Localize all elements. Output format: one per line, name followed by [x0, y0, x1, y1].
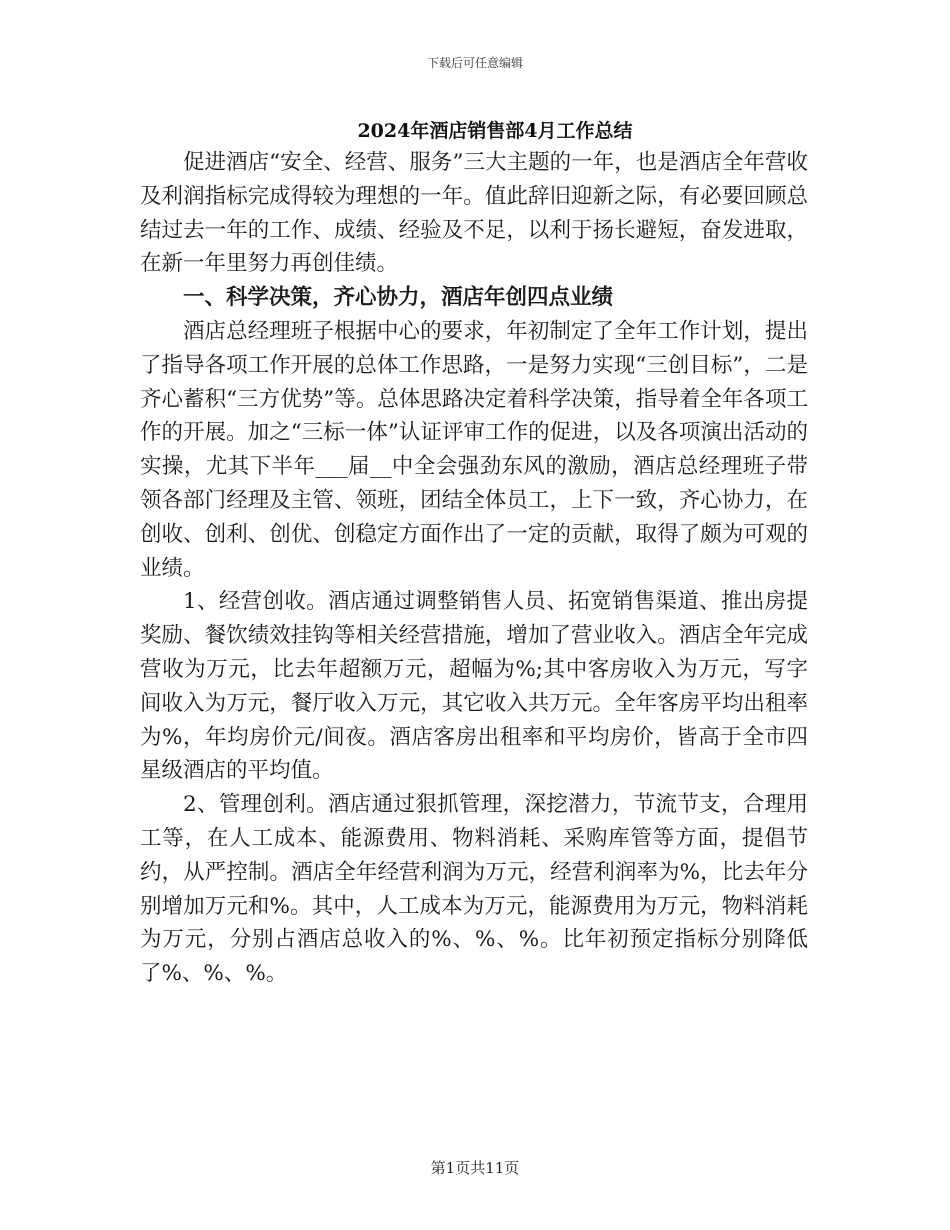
body-paragraph: 1、经营创收。酒店通过调整销售人员、拓宽销售渠道、推出房提奖励、餐饮绩效挂钩等相关经营措施，增加了营业收入。酒店全年完成营收为万元，比去年超额万元，超幅为%;其中客房收入为万元，写字间收入为万元，餐厅收入万元，其它收入共万元。全年客房平均出租率为%，年均房价元/间夜。酒店客房出租率和平均房价，皆高于全市四星级酒店的平均值。: [140, 589, 808, 784]
page-footer: 第1页共11页: [430, 1159, 520, 1177]
section-heading: 一、科学决策，齐心协力，酒店年创四点业绩: [183, 285, 614, 311]
body-paragraph: 2、管理创利。酒店通过狠抓管理，深挖潜力，节流节支，合理用工等，在人工成本、能源费用、物料消耗、采购库管等方面，提倡节约，从严控制。酒店全年经营利润为万元，经营利润率为%，比去年分别增加万元和%。其中，人工成本为万元，能源费用为万元，物料消耗为万元，分别占酒店总收入的%、%、%。比年初预定指标分别降低了%、%、%。: [140, 792, 808, 987]
document-body: [140, 146, 808, 991]
body-paragraph: 酒店总经理班子根据中心的要求，年初制定了全年工作计划，提出了指导各项工作开展的总体工作思路，一是努力实现“三创目标”，二是齐心蓄积“三方优势”等。总体思路决定着科学决策，指导着全年各项工作的开展。加之“三标一体”认证评审工作的促进，以及各项演出活动的实操，尤其下半年___届__中全会强劲东风的激励，酒店总经理班子带领各部门经理及主管、领班，团结全体员工，上下一致，齐心协力，在创收、创利、创优、创稳定方面作出了一定的贡献，取得了颇为可观的业绩。: [140, 318, 808, 581]
document-title: 2024年酒店销售部4月工作总结: [357, 120, 633, 142]
header-note: 下载后可任意编辑: [426, 56, 523, 70]
intro-paragraph: 促进酒店“安全、经营、服务”三大主题的一年，也是酒店全年营收及利润指标完成得较为理想的一年。值此辞旧迎新之际，有必要回顾总结过去一年的工作、成绩、经验及不足，以利于扬长避短，奋发进取，在新一年里努力再创佳绩。: [140, 150, 808, 277]
